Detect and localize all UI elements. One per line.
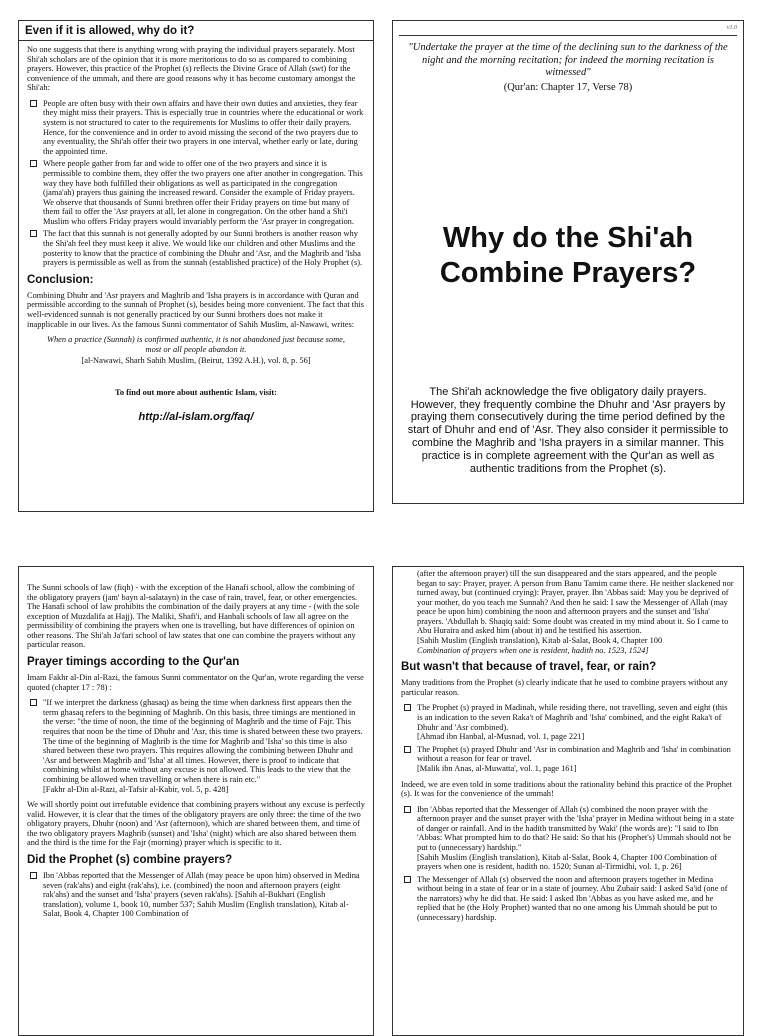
checkbox-bullet-icon bbox=[404, 876, 411, 883]
list-item: "If we interpret the darkness (ghasaq) as being the time when darkness first appears then the term ghasaq refers to the beginning of Maghrib. On this basis, three timings are mentioned in the verse: "the time of noon, the time of the beginning of Maghrib and the time of Fajr. This requires that noon be the time of Dhuhr and 'Asr, this time is shared between these two prayers. The time of the beginning of Maghrib is the time for Maghrib and 'Isha' so this time is also shared between these two prayers. This requires allowing the combining between Dhuhr and 'Asr and between Maghrib and 'Isha' at all times. However, there is proof to indicate that combining whilst at home without any excuse is not allowed. This leads to the view that the combining be allowed when travelling or when there is rain etc." [Fakhr al-Din al-Razi, al-Tafsir al-Kabir, vol. 5, p. 428] bbox=[27, 698, 365, 794]
traditions-paragraph: Many traditions from the Prophet (s) clearly indicate that he used to combine prayers without any particular reason. bbox=[401, 678, 728, 697]
version-label: v1.0 bbox=[726, 25, 737, 31]
list-item: The Prophet (s) prayed Dhuhr and 'Asr in combination and Maghrib and 'Isha' in combination without a reason for fear or travel. [Malik ibn Anas, al-Muwatta', vol. 1, page 161] bbox=[401, 745, 735, 774]
checkbox-bullet-icon bbox=[404, 704, 411, 711]
timings-paragraph: We will shortly point out irrefutable evidence that combining prayers without any excuse is perfectly valid. However, it is clear that the times of the obligatory prayers are only three: the time of the two obligatory prayers, Dhuhr (noon) and 'Asr (afternoon), which are shared between them, and time of the two obligatory prayers Maghrib (sunset) and 'Isha' (night) which are also shared between them and the third is the time for the Fajr (morning) prayer which is specific to it. bbox=[27, 800, 365, 848]
list-item: The fact that this sunnah is not generally adopted by our Sunni brothers is another reason why the Shi'ah feel they must keep it alive. We would like our children and other Muslims and the posterity to know that the practice of combining the Dhuhr and 'Asr, and the Maghrib and 'Isha prayers is permissible as well as from the sunnah (established practice) of the Holy Prophet (s). bbox=[27, 229, 365, 267]
razi-intro: Imam Fakhr al-Din al-Razi, the famous Sunni commentator on the Qur'an, wrote regarding the verse quoted (chapter 17 : 78) : bbox=[27, 673, 364, 692]
section-heading: Even if it is allowed, why do it? bbox=[19, 21, 373, 41]
list-item: The Prophet (s) prayed in Madinah, while residing there, not travelling, seven and eight (this is an indication to the seven Raka't of Maghrib and 'Isha' combined, and the eight Raka't of Dhuhr and 'Asr combined). [Ahmad ibn Hanbal, al-Musnad, vol. 1, page 221] bbox=[401, 703, 735, 741]
quote-citation: [al-Nawawi, Sharh Sahih Muslim, (Beirut, 1392 A.H.), vol. 8, p. 56] bbox=[81, 356, 311, 366]
conclusion-paragraph: Combining Dhuhr and 'Asr prayers and Maghrib and 'Isha prayers is in accordance with Quran and permissible according to the sunnah of Prophet (s), besides being more convenient. The fact that this well-evidenced sunnah is not generally practiced by our Sunni brothers does not make it inapplicable in our lives. As the famous Sunni commentator of Sahih Muslim, al-Nawawi, writes: bbox=[27, 290, 364, 329]
list-item: People are often busy with their own affairs and have their own duties and anxieties, they fear they might miss their prayers. This is especially true in countries where the educational or work system is not structured to cater to the requirements for Muslims to offer their daily prayers. Hence, for the convenience and in order to avoid missing the second of the two prayers due to any eventuality, the Shi'ah offer their two prayers in one interval, whether early or late, during the appointed time. bbox=[27, 99, 365, 156]
divider bbox=[399, 35, 737, 36]
list-item: Ibn 'Abbas reported that the Messenger of Allah (may peace be upon him) observed in Medina seven (rak'ahs) and eight (rak'ahs), i.e. (combined) the noon and afternoon prayers (eight rak'ahs) and the sunset and 'Isha' prayers (seven rak'ahs). [Sahih al-Bukhari (English translation), volume 1, book 10, number 537; Sahih Muslim (English translation), Kitab al-Salat, Book 4, Chapter 100 Combination of bbox=[27, 871, 365, 919]
checkbox-bullet-icon bbox=[30, 160, 37, 167]
checkbox-bullet-icon bbox=[30, 699, 37, 706]
page-title: Why do the Shi'ah Combine Prayers? bbox=[439, 221, 697, 290]
checkbox-bullet-icon bbox=[404, 746, 411, 753]
cover-intro: The Shi'ah acknowledge the five obligatory daily prayers. However, they frequently combine the Dhuhr and 'Asr prayers by praying them consecutively during the time period defined by the start of Dhuhr and end of 'Asr. They also consider it permissible to combine the Maghrib and 'Isha prayers in a similar manner. This practice is in complete agreement with the Qur'an as well as authentic traditions from the Prophet (s). bbox=[407, 385, 729, 476]
checkbox-bullet-icon bbox=[30, 872, 37, 879]
rationality-paragraph: Indeed, we are even told in some traditions about the rationality behind this practice of the Prophet (s). It was for the convenience of the ummah! bbox=[401, 779, 732, 799]
panel-sunni-schools bbox=[18, 566, 374, 1036]
list-item: The Messenger of Allah (s) observed the noon and afternoon prayers together in Medina without being in a state of fear or in a state of journey. Abu Zubair said: I asked Sa'id (one of the narrators) why he did that. He said: I asked Ibn 'Abbas as you have asked me, and he replied that he (the Holy Prophet) wanted that no one among his Ummah should be put to (unnecessary) hardship. bbox=[401, 875, 735, 923]
conclusion-heading: Conclusion: bbox=[27, 273, 94, 286]
find-out-more: To find out more about authentic Islam, visit: bbox=[115, 387, 277, 397]
section-heading: Prayer timings according to the Qur'an bbox=[27, 656, 240, 669]
section-heading: Did the Prophet (s) combine prayers? bbox=[27, 853, 233, 866]
quran-reference: (Qur'an: Chapter 17, Verse 78) bbox=[503, 81, 633, 93]
list-item: Ibn 'Abbas reported that the Messenger of Allah (s) combined the noon prayer with the afternoon prayer and the sunset prayer with the 'Isha' prayer in Medina without being in a state of danger or rainfall. And in the hadith transmitted by Waki' (the words are): "I said to Ibn 'Abbas: What prompted him to do that? He said: So that his (Prophet's) Ummah should not be put to (unnecessary) hardship." [Sahih Muslim (English translation), Kitab al-Salat, Book 4, Chapter 100 Combination of prayers when one is resident, hadith no. 1520; Sunan al-Tirmidhi, vol. 1, p. 26] bbox=[401, 805, 735, 872]
intro-paragraph: No one suggests that there is anything wrong with praying the individual prayers separately. Most Shi'ah scholars are of the opinion that it is more meritorious to do so as compared to combining prayers. However, this practice of the Prophet (s) reflects the Divine Grace of Allah (swt) for the convenience of the ummah, and there are good reasons why it has become customary amongst the Shi'ah: bbox=[27, 45, 356, 93]
section-heading: But wasn't that because of travel, fear, or rain? bbox=[401, 661, 657, 674]
checkbox-bullet-icon bbox=[30, 100, 37, 107]
hadith-continuation: (after the afternoon prayer) till the sun disappeared and the stars appeared, and the people began to say: Prayer, prayer. A person from Banu Tamim came there. He neither slackened nor turned away, but (continued crying): Prayer, prayer. Ibn 'Abbas said: May you be deprived of your mother, do you teach me Sunnah? And then he said: I saw the Messenger of Allah (may peace be upon him) combining the noon and afternoon prayers and the sunset and 'Isha' prayers. 'Abdullah b. Shaqiq said: Some doubt was created in my mind about it. So I came to Abu Huraira and asked him (about it) and he testified his assertion. [Sahih Muslim (English translation), Kitab al-Salat, Book 4, Chapter 100 Combination of prayers when one is resident, hadith no. 1523, 1524] bbox=[417, 569, 734, 655]
website-link[interactable]: http://al-islam.org/faq/ bbox=[138, 411, 254, 424]
checkbox-bullet-icon bbox=[404, 806, 411, 813]
checkbox-bullet-icon bbox=[30, 230, 37, 237]
panel-travel-fear-rain bbox=[392, 566, 744, 1036]
quran-quote: "Undertake the prayer at the time of the declining sun to the darkness of the night and the morning recitation; for indeed the morning recitation is witnessed" bbox=[408, 42, 728, 79]
nawawi-quote: When a practice (Sunnah) is confirmed authentic, it is not abandoned just because some, most or all people abandon it. bbox=[47, 335, 345, 354]
list-item: Where people gather from far and wide to offer one of the two prayers and since it is permissible to combine them, they offer the two prayers one after another in congregation. This way they have both fulfilled their obligations as well as participated in the congregation (jama'ah) prayers thus gaining the increased reward. Consider the example of Friday prayers. We observe that thousands of Sunni brethren offer their Friday prayers on time but many of them fail to offer the 'Asr prayers at all, let alone in congregation. On the other hand a Shi'i Muslim who offers Friday prayers would invariably perform the 'Asr prayer in congregation. bbox=[27, 159, 365, 226]
panel-even-if-allowed bbox=[18, 20, 374, 512]
reasons-list bbox=[27, 99, 365, 268]
fiqh-paragraph: The Sunni schools of law (fiqh) - with the exception of the Hanafi school, allow the combining of the obligatory prayers (jam' bayn al-salatayn) in the case of rain, travel, fear, or other emergencies. The Hanafi school of law prohibits the combination of the daily prayers at any time - (with the sole exception of Muzdalifa at Hajj). The Maliki, Shafi'i, and Hanbali schools of law all agree on the permissibility of combining the prayers when one is travelling, but have differences of opinion on other reasons. The Shi'ah Ja'fari school of law states that one can combine the prayers without any particular reason. bbox=[27, 583, 360, 650]
panel-cover bbox=[392, 20, 744, 504]
